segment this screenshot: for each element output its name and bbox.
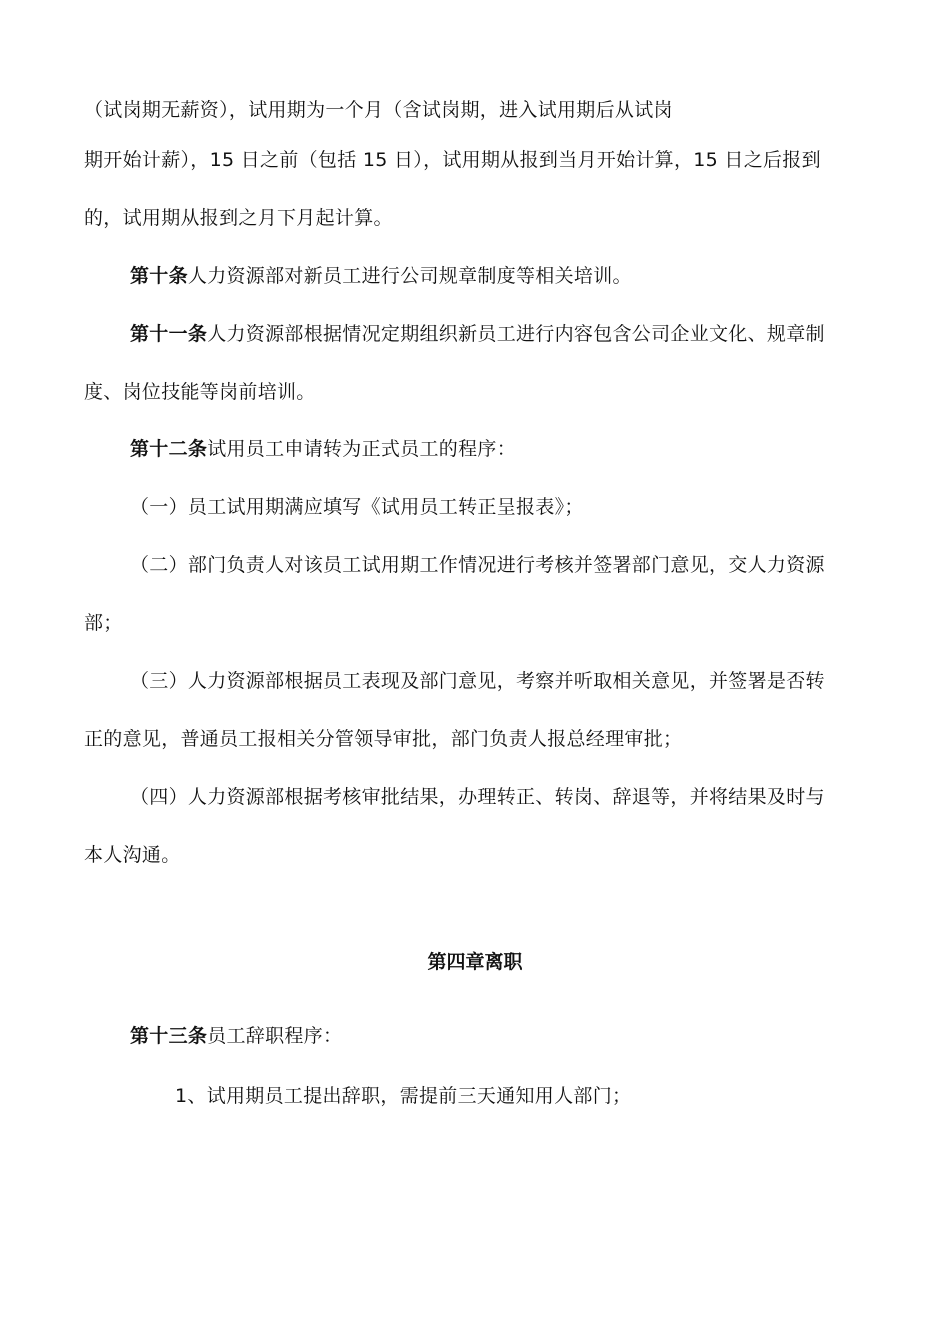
paragraph-line: 期开始计薪），15 日之前（包括 15 日），试用期从报到当月开始计算，15 日之后报到 [84, 149, 821, 171]
article-10: 第十条人力资源部对新员工进行公司规章制度等相关培训。 [130, 265, 632, 287]
article-number: 第十一条 [130, 323, 208, 345]
article-number: 第十二条 [130, 438, 208, 460]
paragraph-line: 部； [84, 612, 123, 634]
chapter-heading: 第四章离职 [427, 951, 523, 973]
list-item: （三）人力资源部根据员工表现及部门意见，考察并听取相关意见，并签署是否转 [130, 670, 825, 692]
paragraph-line: （试岗期无薪资），试用期为一个月（含试岗期，进入试用期后从试岗 [84, 99, 673, 121]
article-12: 第十二条试用员工申请转为正式员工的程序： [130, 438, 517, 460]
list-item: （四）人力资源部根据考核审批结果，办理转正、转岗、辞退等，并将结果及时与 [130, 786, 825, 808]
list-item: （一）员工试用期满应填写《试用员工转正呈报表》； [130, 496, 584, 518]
article-11: 第十一条人力资源部根据情况定期组织新员工进行内容包含公司企业文化、规章制 [130, 323, 825, 345]
article-13: 第十三条员工辞职程序： [130, 1025, 343, 1047]
article-number: 第十条 [130, 265, 188, 287]
paragraph-line: 本人沟通。 [84, 844, 181, 866]
list-item: （二）部门负责人对该员工试用期工作情况进行考核并签署部门意见，交人力资源 [130, 554, 825, 576]
list-item: 1、试用期员工提出辞职，需提前三天通知用人部门； [175, 1085, 632, 1107]
paragraph-line: 正的意见，普通员工报相关分管领导审批，部门负责人报总经理审批； [84, 728, 683, 750]
article-number: 第十三条 [130, 1025, 208, 1047]
paragraph-line: 的，试用期从报到之月下月起计算。 [84, 207, 393, 229]
paragraph-line: 度、岗位技能等岗前培训。 [84, 381, 316, 403]
